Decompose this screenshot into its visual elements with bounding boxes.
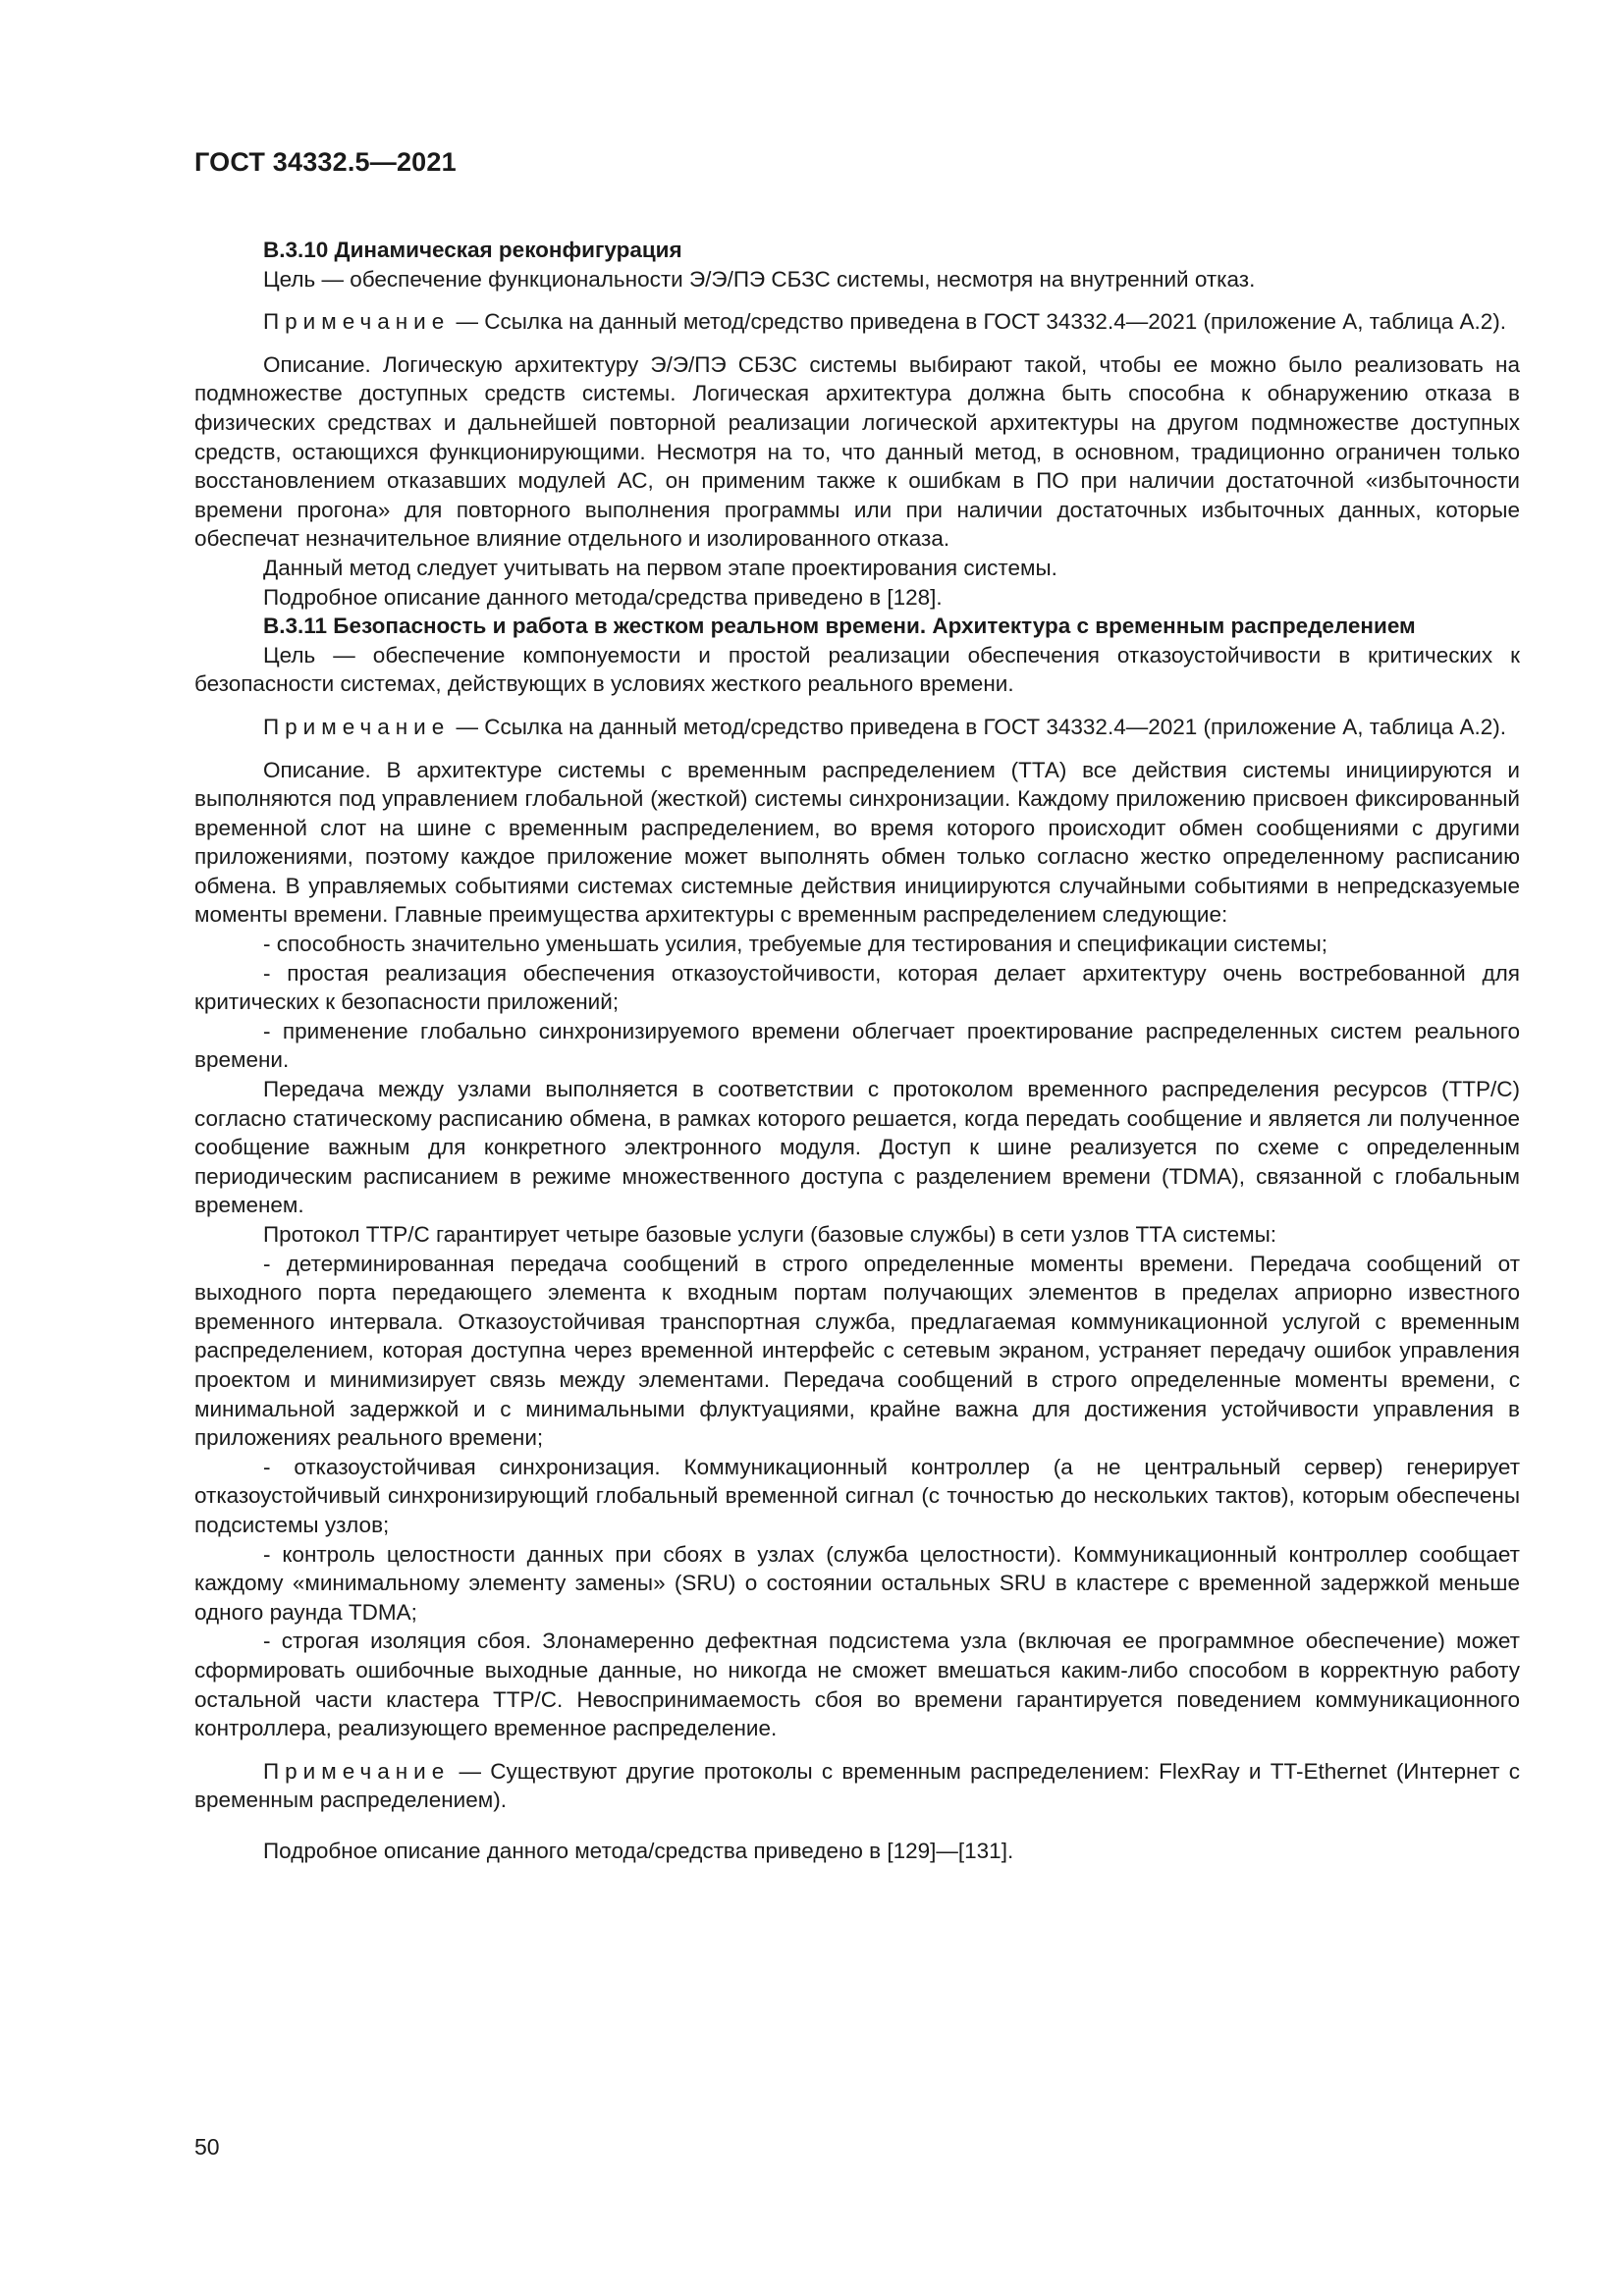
advantage-item: - простая реализация обеспечения отказоустойчивости, которая делает архитектуру очень востребованной для критических к безопасности приложений;	[194, 960, 1520, 1015]
service-item: - строгая изоляция сбоя. Злонамеренно дефектная подсистема узла (включая ее программное обеспечение) может сформировать ошибочные выходные данные, но никогда не сможет вмешаться каким-либо способом в корректную работу остальной части кластера TTP/C. Невоспринимаемость сбоя во времени гарантируется поведением коммуникационного контроллера, реализующего временное распределение.	[194, 1629, 1520, 1741]
section-b310-reference: Подробное описание данного метода/средства приведено в [128].	[263, 584, 943, 610]
section-b311-transfer: Передача между узлами выполняется в соответствии с протоколом временного распределения ресурсов (TTP/C) согласно статическому расписанию обмена, в рамках которого решается, когда передать сообщение и является ли полученное сообщение важным для конкретного электронного модуля. Доступ к шине реализуется по схеме с определенным периодическим расписанием в режиме множественного доступа с разделением времени (TDMA), связанной с глобальным временем.	[194, 1077, 1520, 1218]
section-b311-reference: Подробное описание данного метода/средства приведено в [129]—[131].	[263, 1838, 1014, 1863]
document-standard-header: ГОСТ 34332.5—2021	[194, 147, 457, 177]
section-b311-goal: Цель — обеспечение компонуемости и простой реализации обеспечения отказоустойчивости в критических к безопасности системах, действующих в условиях жесткого реального времени.	[194, 642, 1520, 697]
section-b310-description: Описание. Логическую архитектуру Э/Э/ПЭ СБЗС системы выбирают такой, чтобы ее можно было реализовать на подмножестве доступных средств системы. Логическая архитектура должна быть способна к обнаружению отказа в физических средствах и дальнейшей повторной реализации логической архитектуры на другом подмножестве доступных средств, остающихся функционирующими. Несмотря на то, что данный метод, в основном, традиционно ограничен только восстановлением отказавших модулей АС, он применим также к ошибкам в ПО при наличии достаточной «избыточности времени прогона» для повторного выполнения программы или при наличии достаточных избыточных данных, которые обеспечат незначительное влияние отдельного и изолированного отказа.	[194, 351, 1520, 552]
section-b310-design-stage: Данный метод следует учитывать на первом этапе проектирования системы.	[263, 555, 1057, 580]
service-item: - контроль целостности данных при сбоях в узлах (служба целостности). Коммуникационный контроллер сообщает каждому «минимальному элементу замены» (SRU) о состоянии остальных SRU в кластере с временной задержкой меньше одного раунда TDMA;	[194, 1541, 1520, 1625]
note-text: — Существуют другие протоколы с временным распределением: FlexRay и TT-Ethernet (Интернет с временным распределением).	[194, 1758, 1520, 1813]
section-b311-note	[194, 713, 1520, 742]
section-b311-heading: В.3.11 Безопасность и работа в жестком реальном времени. Архитектура с временным распределением	[263, 614, 1416, 639]
advantage-item: - способность значительно уменьшать усилия, требуемые для тестирования и спецификации системы;	[263, 932, 1328, 957]
note-label: Примечание	[263, 714, 451, 739]
section-b311-protocol: Протокол TTP/C гарантирует четыре базовые услуги (базовые службы) в сети узлов ТТА системы:	[263, 1222, 1277, 1247]
page-number: 50	[194, 2134, 220, 2160]
section-b310-note	[194, 307, 1520, 337]
note-text: — Ссылка на данный метод/средство приведена в ГОСТ 34332.4—2021 (приложение А, таблица А.2).	[450, 714, 1507, 739]
note-text: — Ссылка на данный метод/средство приведена в ГОСТ 34332.4—2021 (приложение А, таблица А.2).	[450, 309, 1507, 335]
section-b311-description: Описание. В архитектуре системы с временным распределением (ТТА) все действия системы инициируются и выполняются под управлением глобальной (жесткой) системы синхронизации. Каждому приложению присвоен фиксированный временной слот на шине с временным распределением, во время которого происходит обмен сообщениями с другими приложениями, поэтому каждое приложение может выполнять обмен только согласно жестко определенному расписанию обмена. В управляемых событиями системах системные действия инициируются случайными событиями в непредсказуемые моменты времени. Главные преимущества архитектуры с временным распределением следующие:	[194, 757, 1520, 928]
service-item: - отказоустойчивая синхронизация. Коммуникационный контроллер (а не центральный сервер) генерирует отказоустойчивый синхронизирующий глобальный временной сигнал (с точностью до нескольких тактов), которым обеспечены подсистемы узлов;	[194, 1454, 1520, 1537]
service-item: - детерминированная передача сообщений в строго определенные моменты времени. Передача сообщений от выходного порта передающего элемента к входным портам получающих элементов в пределах априорно известного временного интервала. Отказоустойчивая транспортная служба, предлагаемая коммуникационной услугой с временным распределением, которая доступна через временной интерфейс с сетевым экраном, устраняет передачу ошибок управления проектом и минимизирует связь между элементами. Передача сообщений в строго определенные моменты времени, с минимальной задержкой и с минимальными флуктуациями, крайне важна для достижения устойчивости управления в приложениях реального времени;	[194, 1251, 1520, 1451]
note-label: Примечание	[263, 1758, 451, 1784]
advantage-item: - применение глобально синхронизируемого времени облегчает проектирование распределенных систем реального времени.	[194, 1018, 1520, 1073]
section-b311-note-2	[194, 1757, 1520, 1815]
section-b310-heading: В.3.10 Динамическая реконфигурация	[263, 238, 682, 262]
note-label: Примечание	[263, 309, 451, 335]
document-page	[194, 145, 1520, 1865]
section-b310-goal: Цель — обеспечение функциональности Э/Э/ПЭ СБЗС системы, несмотря на внутренний отказ.	[263, 266, 1256, 292]
